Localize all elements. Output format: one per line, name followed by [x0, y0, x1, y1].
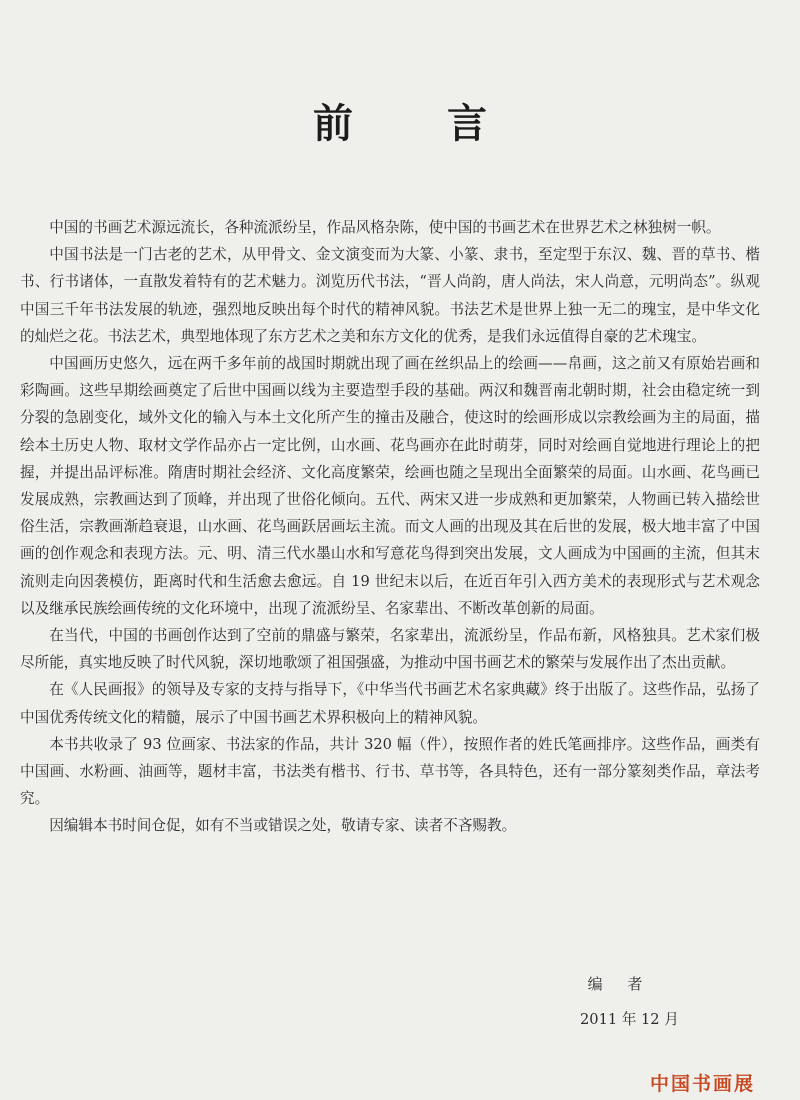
signature-block: [580, 973, 680, 1029]
paragraph-contemporary: 在当代，中国的书画创作达到了空前的鼎盛与繁荣，名家辈出，流派纷呈，作品布新，风格独具。艺术家们极尽所能，真实地反映了时代风貌，深切地歌颂了祖国强盛，为推动中国书画艺术的繁荣与发展作出了杰出贡献。: [20, 627, 760, 672]
paragraph-contents: 本书共收录了 93 位画家、书法家的作品，共计 320 幅（件），按照作者的姓氏笔画排序。这些作品，画类有中国画、水粉画、油画等，题材丰富，书法类有楷书、行书、草书等，各具特色，还有一部分篆刻类作品，章法考究。: [20, 735, 760, 808]
page-title: 前 言: [313, 101, 527, 147]
paragraph-closing: 因编辑本书时间仓促，如有不当或错误之处，敬请专家、读者不吝赐教。: [49, 817, 517, 835]
paragraph-intro: 中国的书画艺术源远流长，各种流派纷呈，作品风格杂陈，使中国的书画艺术在世界艺术之林独树一帜。: [49, 219, 721, 236]
paragraph-publication: 在《人民画报》的领导及专家的支持与指导下，《中华当代书画艺术名家典藏》终于出版了。这些作品，弘扬了中国优秀传统文化的精髓，展示了中国书画艺术界积极向上的精神风貌。: [20, 681, 760, 726]
preface-body: [20, 214, 760, 840]
editor-signature: 编 者: [587, 975, 653, 993]
paragraph-calligraphy: 中国书法是一门古老的艺术，从甲骨文、金文演变而为大篆、小篆、隶书，至定型于东汉、魏、晋的草书、楷书、行书诸体，一直散发着特有的艺术魅力。浏览历代书法，“晋人尚韵，唐人尚法，宋人尚意，元明尚态”。纵观中国三千年书法发展的轨迹，强烈地反映出每个时代的精神风貌。书法艺术是世界上独一无二的瑰宝，是中华文化的灿烂之花。书法艺术，典型地体现了东方艺术之美和东方文化的优秀，是我们永远值得自豪的艺术瑰宝。: [20, 246, 760, 345]
signature-date: 2011 年 12 月: [580, 1011, 679, 1028]
footer-brand: 中国书画展: [650, 1073, 756, 1095]
paragraph-painting-history: 中国画历史悠久，远在两千多年前的战国时期就出现了画在丝织品上的绘画——帛画，这之前又有原始岩画和彩陶画。这些早期绘画奠定了后世中国画以线为主要造型手段的基础。两汉和魏晋南北朝时期，社会由稳定统一到分裂的急剧变化，域外文化的输入与本土文化所产生的撞击及融合，使这时的绘画形成以宗教绘画为主的局面，描绘本土历史人物、取材文学作品亦占一定比例，山水画、花鸟画亦在此时萌芽，同时对绘画自觉地进行理论上的把握，并提出品评标准。隋唐时期社会经济、文化高度繁荣，绘画也随之呈现出全面繁荣的局面。山水画、花鸟画已发展成熟，宗教画达到了顶峰，并出现了世俗化倾向。五代、两宋又进一步成熟和更加繁荣，人物画已转入描绘世俗生活，宗教画渐趋衰退，山水画、花鸟画跃居画坛主流。而文人画的出现及其在后世的发展，极大地丰富了中国画的创作观念和表现方法。元、明、清三代水墨山水和写意花鸟得到突出发展，文人画成为中国画的主流，但其末流则走向因袭模仿，距离时代和生活愈去愈远。自 19 世纪末以后，在近百年引入西方美术的表现形式与艺术观念以及继承民族绘画传统的文化环境中，出现了流派纷呈、名家辈出、不断改革创新的局面。: [20, 355, 760, 617]
